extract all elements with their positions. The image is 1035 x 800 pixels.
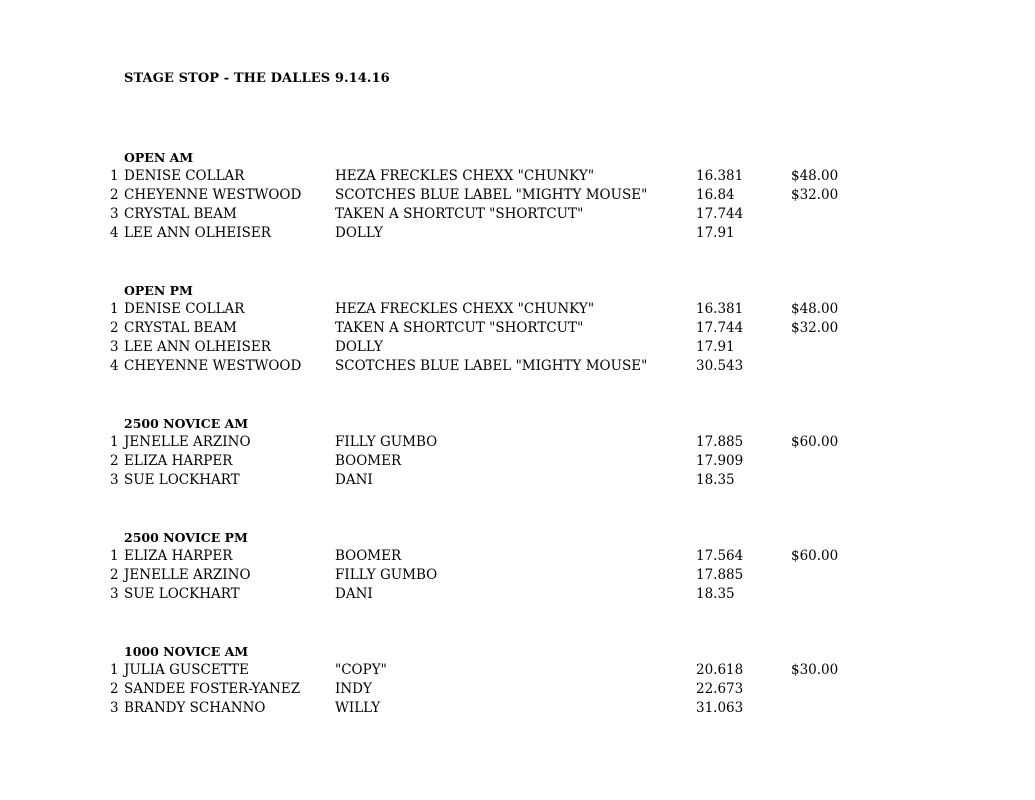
placing-number: 4 [110, 225, 119, 241]
placing-number: 3 [110, 339, 119, 355]
results-section [0, 281, 1035, 376]
section-title: 2500 NOVICE AM [124, 416, 249, 431]
rider-name: BRANDY SCHANNO [124, 700, 266, 716]
payout-amount: $32.00 [791, 187, 839, 203]
rider-name: DENISE COLLAR [124, 301, 245, 317]
result-row [0, 452, 1035, 471]
section-title: OPEN AM [124, 150, 194, 165]
run-time: 30.543 [696, 358, 744, 374]
rider-name: LEE ANN OLHEISER [124, 339, 271, 355]
rider-name: SUE LOCKHART [124, 472, 240, 488]
horse-name: BOOMER [335, 548, 402, 564]
result-row [0, 566, 1035, 585]
result-row [0, 699, 1035, 718]
run-time: 17.909 [696, 453, 744, 469]
results-section [0, 528, 1035, 604]
horse-name: TAKEN A SHORTCUT "SHORTCUT" [335, 206, 584, 222]
payout-amount: $60.00 [791, 434, 839, 450]
result-row [0, 661, 1035, 680]
horse-name: DOLLY [335, 225, 383, 241]
rider-name: DENISE COLLAR [124, 168, 245, 184]
horse-name: "COPY" [335, 662, 387, 678]
horse-name: SCOTCHES BLUE LABEL "MIGHTY MOUSE" [335, 187, 648, 203]
placing-number: 3 [110, 586, 119, 602]
run-time: 16.84 [696, 187, 735, 203]
result-row [0, 585, 1035, 604]
result-row [0, 547, 1035, 566]
payout-amount: $30.00 [791, 662, 839, 678]
rider-name: CHEYENNE WESTWOOD [124, 358, 302, 374]
rider-name: JENELLE ARZINO [124, 567, 251, 583]
rider-name: ELIZA HARPER [124, 453, 233, 469]
rider-name: CRYSTAL BEAM [124, 320, 237, 336]
rider-name: SUE LOCKHART [124, 586, 240, 602]
payout-amount: $48.00 [791, 168, 839, 184]
section-title: 1000 NOVICE AM [124, 644, 249, 659]
horse-name: BOOMER [335, 453, 402, 469]
placing-number: 1 [110, 434, 119, 450]
results-section [0, 414, 1035, 490]
rider-name: LEE ANN OLHEISER [124, 225, 271, 241]
placing-number: 2 [110, 187, 119, 203]
run-time: 17.564 [696, 548, 744, 564]
horse-name: HEZA FRECKLES CHEXX "CHUNKY" [335, 168, 595, 184]
result-row [0, 167, 1035, 186]
horse-name: HEZA FRECKLES CHEXX "CHUNKY" [335, 301, 595, 317]
horse-name: WILLY [335, 700, 381, 716]
placing-number: 2 [110, 681, 119, 697]
rider-name: JENELLE ARZINO [124, 434, 251, 450]
run-time: 17.744 [696, 206, 744, 222]
run-time: 22.673 [696, 681, 744, 697]
run-time: 16.381 [696, 301, 744, 317]
horse-name: FILLY GUMBO [335, 434, 438, 450]
placing-number: 1 [110, 301, 119, 317]
payout-amount: $60.00 [791, 548, 839, 564]
results-list [0, 148, 1035, 756]
run-time: 17.91 [696, 339, 735, 355]
rider-name: CRYSTAL BEAM [124, 206, 237, 222]
rider-name: SANDEE FOSTER-YANEZ [124, 681, 301, 697]
placing-number: 4 [110, 358, 119, 374]
run-time: 17.885 [696, 434, 744, 450]
document-title: STAGE STOP - THE DALLES 9.14.16 [124, 71, 390, 86]
results-section [0, 148, 1035, 243]
result-row [0, 680, 1035, 699]
run-time: 31.063 [696, 700, 744, 716]
placing-number: 2 [110, 453, 119, 469]
rider-name: JULIA GUSCETTE [124, 662, 249, 678]
rider-name: CHEYENNE WESTWOOD [124, 187, 302, 203]
run-time: 17.885 [696, 567, 744, 583]
horse-name: DANI [335, 472, 373, 488]
result-row [0, 471, 1035, 490]
result-row [0, 205, 1035, 224]
placing-number: 2 [110, 567, 119, 583]
horse-name: FILLY GUMBO [335, 567, 438, 583]
run-time: 17.744 [696, 320, 744, 336]
placing-number: 3 [110, 472, 119, 488]
placing-number: 1 [110, 168, 119, 184]
result-row [0, 357, 1035, 376]
horse-name: TAKEN A SHORTCUT "SHORTCUT" [335, 320, 584, 336]
placing-number: 1 [110, 662, 119, 678]
section-title: OPEN PM [124, 283, 193, 298]
horse-name: DANI [335, 586, 373, 602]
result-row [0, 319, 1035, 338]
run-time: 20.618 [696, 662, 744, 678]
horse-name: SCOTCHES BLUE LABEL "MIGHTY MOUSE" [335, 358, 648, 374]
horse-name: INDY [335, 681, 372, 697]
horse-name: DOLLY [335, 339, 383, 355]
section-title: 2500 NOVICE PM [124, 530, 248, 545]
result-row [0, 338, 1035, 357]
placing-number: 3 [110, 700, 119, 716]
run-time: 18.35 [696, 472, 735, 488]
result-row [0, 224, 1035, 243]
placing-number: 2 [110, 320, 119, 336]
placing-number: 1 [110, 548, 119, 564]
results-section [0, 642, 1035, 718]
run-time: 17.91 [696, 225, 735, 241]
payout-amount: $32.00 [791, 320, 839, 336]
run-time: 18.35 [696, 586, 735, 602]
result-row [0, 186, 1035, 205]
payout-amount: $48.00 [791, 301, 839, 317]
run-time: 16.381 [696, 168, 744, 184]
rider-name: ELIZA HARPER [124, 548, 233, 564]
placing-number: 3 [110, 206, 119, 222]
result-row [0, 433, 1035, 452]
result-row [0, 300, 1035, 319]
